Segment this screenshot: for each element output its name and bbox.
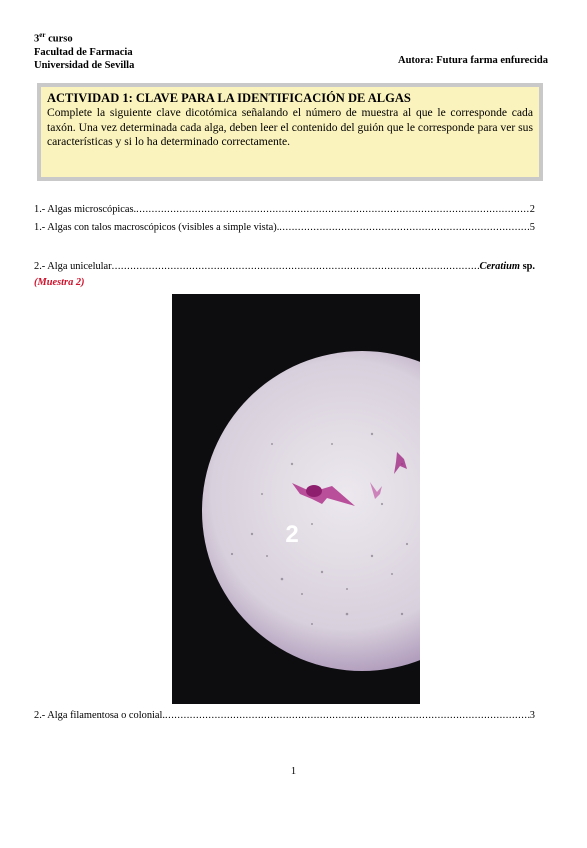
activity-content bbox=[41, 87, 539, 177]
sample-number-label: 2 bbox=[285, 521, 299, 548]
taxon-species: sp. bbox=[519, 261, 535, 272]
leader-dots bbox=[112, 260, 480, 273]
author-line: Autora: Futura farma enfurecida bbox=[398, 55, 548, 66]
activity-box bbox=[37, 83, 543, 181]
key-item-text: 1.- Algas con talos macroscópicos (visibles a simple vista). bbox=[34, 222, 280, 233]
course-number: 3 bbox=[34, 33, 40, 45]
document-header bbox=[34, 29, 134, 72]
sample-label: (Muestra 2) bbox=[34, 277, 85, 288]
key-item-result: 2 bbox=[529, 204, 535, 215]
key-item-text: 2.- Alga unicelular bbox=[34, 261, 112, 272]
key-item-2b bbox=[34, 709, 535, 722]
activity-title: ACTIVIDAD 1: CLAVE PARA LA IDENTIFICACIÓN DE ALGAS bbox=[47, 91, 411, 105]
faculty-name: Facultad de Farmacia bbox=[34, 46, 133, 58]
leader-dots bbox=[136, 203, 530, 216]
key-item-2a bbox=[34, 260, 535, 273]
leader-dots bbox=[165, 709, 530, 722]
leader-dots bbox=[279, 221, 530, 234]
key-item-result bbox=[480, 260, 535, 273]
key-item-result: 5 bbox=[529, 222, 535, 233]
key-item-text: 2.- Alga filamentosa o colonial. bbox=[34, 710, 166, 721]
page-number: 1 bbox=[290, 766, 297, 777]
key-item-1a bbox=[34, 203, 535, 216]
activity-instructions: Complete la siguiente clave dicotómica señalando el número de muestra al que le corresponde cada taxón. Una vez determinada cada alga, deben leer el contenido del guión que le corresponde para ver sus características y si lo ha determinado correctamente. bbox=[47, 106, 533, 149]
key-item-1b bbox=[34, 221, 535, 234]
course-suffix: er bbox=[39, 31, 46, 39]
taxon-genus: Ceratium bbox=[479, 261, 520, 272]
university-name: Universidad de Sevilla bbox=[34, 59, 135, 71]
course-word: curso bbox=[45, 33, 73, 45]
course-line bbox=[34, 29, 134, 46]
key-item-text: 1.- Algas microscópicas. bbox=[34, 204, 137, 215]
microscope-photo bbox=[172, 294, 420, 704]
key-item-result: 3 bbox=[529, 710, 535, 721]
